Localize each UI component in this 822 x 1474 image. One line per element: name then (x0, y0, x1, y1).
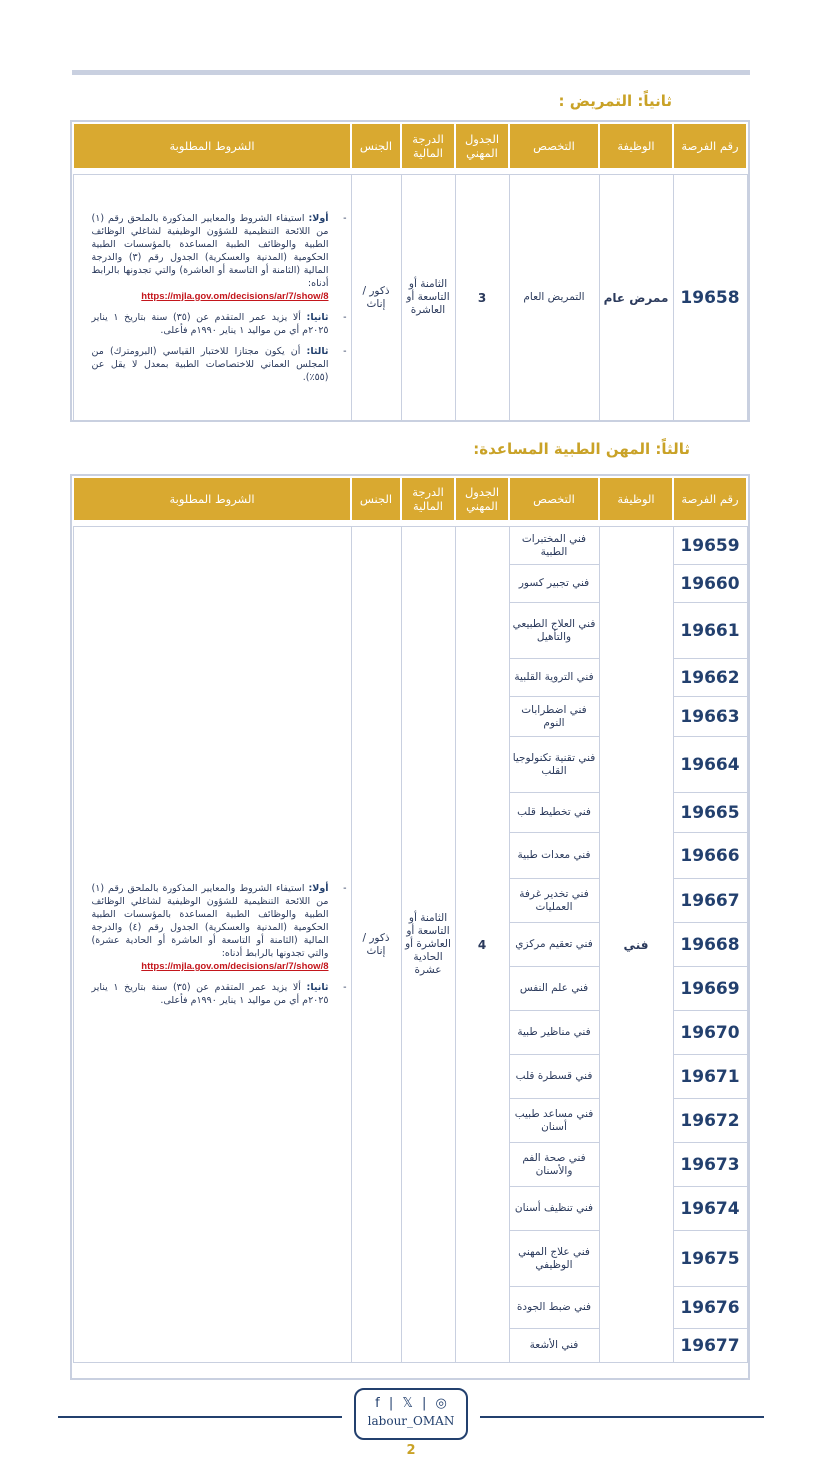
specialization: فني التروية القلبية (509, 659, 599, 697)
specialization: فني تخطيط قلب (509, 793, 599, 833)
header-opportunity-number: رقم الفرصة (673, 477, 747, 521)
job-title: فني (599, 527, 673, 1363)
section-title-nursing: ثانياً: التمريض : (558, 92, 672, 110)
specialization: فني اضطرابات النوم (509, 697, 599, 737)
header-job: الوظيفة (599, 123, 673, 169)
allied-header-row (73, 477, 747, 521)
nursing-header-row (73, 123, 747, 169)
condition-3: - ثالثا: أن يكون مجتازا للاختبار القياسي (البرومترك) من المجلس العماني للاختصاصات الطبية بمعدل لا يقل عن (٥٥٪). (91, 345, 347, 383)
condition-2: - ثانيا: ألا يزيد عمر المتقدم عن (٣٥) سنة بتاريخ ١ يناير ٢٠٢٥م أي من مواليد ١ يناير ١٩٩٠م فأعلى. (91, 311, 347, 336)
specialization: فني ضبط الجودة (509, 1287, 599, 1329)
condition-1: - أولا: استيفاء الشروط والمعايير المذكورة بالملحق رقم (١) من اللائحة التنظيمية للشؤون الوظيفية لشاغلي الوظائف الطبية والوظائف الطبية المساعدة بالمؤسسات الطبية الحكومية (المدنية والعسكرية) الجدول رقم (٤) والدرجة المالية (الثامنة أو التاسعة أو العاشرة أو الحادية عشرة) والتي تجدونها بالرابط أدناه: https://mjla.gov.om/decisions/ar/7/show/8 (91, 883, 347, 972)
social-handle[interactable]: labour_OMAN (367, 1414, 455, 1428)
section-title-allied-health: ثالثاً: المهن الطبية المساعدة: (473, 440, 690, 458)
professional-table: 3 (455, 175, 509, 421)
opportunity-number: 19674 (673, 1187, 747, 1231)
opportunity-number: 19662 (673, 659, 747, 697)
opportunity-number: 19670 (673, 1011, 747, 1055)
specialization: فني تنظيف أسنان (509, 1187, 599, 1231)
header-financial-grade: الدرجة المالية (401, 123, 455, 169)
specialization: فني تجبير كسور (509, 565, 599, 603)
social-box: f | 𝕏 | ◎ labour_OMAN (354, 1388, 468, 1440)
header-financial-grade: الدرجة المالية (401, 477, 455, 521)
opportunity-number: 19668 (673, 923, 747, 967)
page-number: 2 (406, 1443, 416, 1458)
opportunity-number: 19676 (673, 1287, 747, 1329)
specialization: فني علاج المهني الوظيفي (509, 1231, 599, 1287)
specialization: التمريض العام (509, 175, 599, 421)
header-conditions: الشروط المطلوبة (73, 477, 351, 521)
header-specialization: التخصص (509, 477, 599, 521)
specialization: فني المختبرات الطبية (509, 527, 599, 565)
specialization: فني مساعد طبيب أسنان (509, 1099, 599, 1143)
allied-table-frame (70, 474, 750, 1380)
opportunity-number: 19659 (673, 527, 747, 565)
gender: ذكور /إناث (351, 175, 401, 421)
specialization: فني معدات طبية (509, 833, 599, 879)
opportunity-number: 19669 (673, 967, 747, 1011)
header-gender: الجنس (351, 477, 401, 521)
opportunity-number: 19663 (673, 697, 747, 737)
specialization: فني العلاج الطبيعي والتأهيل (509, 603, 599, 659)
specialization: فني علم النفس (509, 967, 599, 1011)
table-row (73, 175, 747, 421)
x-icon[interactable]: 𝕏 (402, 1396, 413, 1411)
condition-1: - أولا: استيفاء الشروط والمعايير المذكورة بالملحق رقم (١) من اللائحة التنظيمية للشؤون الوظيفية لشاغلي الوظائف الطبية والوظائف الطبية المساعدة بالمؤسسات الطبية الحكومية (المدنية والعسكرية) الجدول رقم (٣) والدرجة المالية (الثامنة أو التاسعة أو العاشرة) والتي تجدونها بالرابط أدناه: https://mjla.gov.om/decisions/ar/7/show/8 (91, 212, 347, 302)
job-title: ممرض عام (599, 175, 673, 421)
condition-2: - ثانيا: ألا يزيد عمر المتقدم عن (٣٥) سنة بتاريخ ١ يناير ٢٠٢٥م أي من مواليد ١ يناير ١٩٩٠م فأعلى. (91, 982, 347, 1006)
opportunity-number: 19675 (673, 1231, 747, 1287)
conditions-cell (73, 527, 351, 1363)
opportunity-number: 19664 (673, 737, 747, 793)
opportunity-number: 19677 (673, 1329, 747, 1363)
opportunity-number: 19666 (673, 833, 747, 879)
decisions-link[interactable]: https://mjla.gov.om/decisions/ar/7/show/8 (141, 290, 329, 302)
header-gender: الجنس (351, 123, 401, 169)
top-rule (72, 70, 750, 75)
header-opportunity-number: رقم الفرصة (673, 123, 747, 169)
opportunity-number: 19671 (673, 1055, 747, 1099)
opportunity-number: 19673 (673, 1143, 747, 1187)
professional-table: 4 (455, 527, 509, 1363)
financial-grade: الثامنة أو التاسعة أو العاشرة (401, 175, 455, 421)
allied-table (72, 476, 748, 1363)
specialization: فني تعقيم مركزي (509, 923, 599, 967)
header-professional-table: الجدول المهني (455, 477, 509, 521)
specialization: فني تخدير غرفة العمليات (509, 879, 599, 923)
opportunity-number: 19667 (673, 879, 747, 923)
conditions-cell (73, 175, 351, 421)
nursing-table-frame (70, 120, 750, 422)
footer-line-left (58, 1416, 342, 1418)
nursing-table (72, 122, 748, 421)
gender: ذكور / إناث (351, 527, 401, 1363)
opportunity-number: 19661 (673, 603, 747, 659)
header-professional-table: الجدول المهني (455, 123, 509, 169)
opportunity-number: 19658 (673, 175, 747, 421)
header-job: الوظيفة (599, 477, 673, 521)
financial-grade: الثامنة أو التاسعة أو العاشرة أو الحادية عشرة (401, 527, 455, 1363)
specialization: فني مناظير طبية (509, 1011, 599, 1055)
opportunity-number: 19672 (673, 1099, 747, 1143)
specialization: فني قسطرة قلب (509, 1055, 599, 1099)
header-conditions: الشروط المطلوبة (73, 123, 351, 169)
decisions-link[interactable]: https://mjla.gov.om/decisions/ar/7/show/8 (141, 961, 329, 972)
opportunity-number: 19660 (673, 565, 747, 603)
footer-line-right (480, 1416, 764, 1418)
specialization: فني الأشعة (509, 1329, 599, 1363)
facebook-icon[interactable]: f (375, 1396, 380, 1411)
table-row (73, 527, 747, 565)
opportunity-number: 19665 (673, 793, 747, 833)
specialization: فني صحة الفم والأسنان (509, 1143, 599, 1187)
header-specialization: التخصص (509, 123, 599, 169)
instagram-icon[interactable]: ◎ (435, 1396, 447, 1411)
specialization: فني تقنية تكنولوجيا القلب (509, 737, 599, 793)
